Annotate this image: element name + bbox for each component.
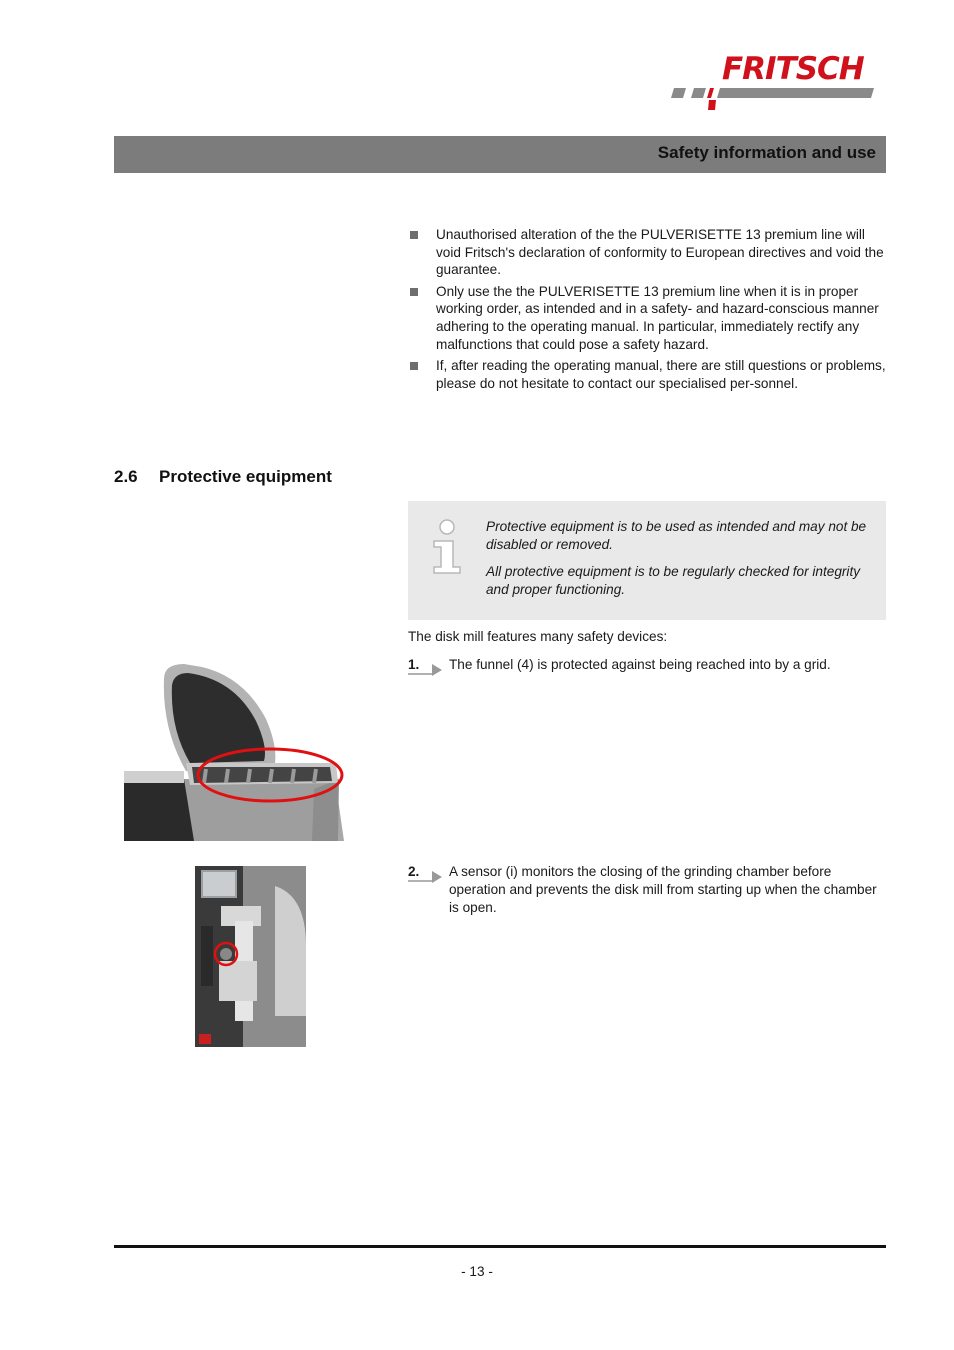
step-item [408,863,886,917]
page-number: - 13 - [461,1264,493,1279]
info-line: Protective equipment is to be used as intended and may not be disabled or removed. [486,519,867,552]
step-number: 2. [408,864,420,879]
info-note-box [408,501,886,620]
list-item: Only use the the PULVERISETTE 13 premium line when it is in proper working order, as intended and in a safety- and hazard-conscious manner adhering to the operating manual. In particular, immediately rectify any malfunctions that could pose a safety hazard. [408,283,888,353]
step-text: A sensor (i) monitors the closing of the grinding chamber before operation and prevents the disk mill from starting up when the chamber is open. [449,864,877,915]
section-heading [114,467,332,487]
header-title: Safety information and use [657,143,876,162]
fritsch-logo [668,52,890,114]
sensor-photo [195,866,306,1047]
header-bar [114,136,886,173]
logo-wordmark: FRITSCH [722,51,864,87]
bullet-list [408,226,888,396]
bullet-square-icon [410,362,418,370]
step-item [408,656,886,674]
list-item: If, after reading the operating manual, there are still questions or problems, please do not hesitate to contact our specialised per-sonnel. [408,357,888,392]
step-number: 1. [408,657,420,672]
funnel-grid-photo [124,659,378,841]
section-title: Protective equipment [159,467,332,486]
info-line: All protective equipment is to be regularly checked for integrity and proper functioning. [486,564,861,597]
info-icon [428,517,468,577]
info-text [486,518,878,608]
section-number: 2.6 [114,467,138,486]
footer-rule [114,1245,886,1248]
intro-text: The disk mill features many safety devices: [408,629,668,644]
bullet-square-icon [410,231,418,239]
list-item: Unauthorised alteration of the the PULVERISETTE 13 premium line will void Fritsch's declaration of conformity to European directives and void the guarantee. [408,226,888,279]
step-text: The funnel (4) is protected against being reached into by a grid. [449,657,831,672]
bullet-square-icon [410,288,418,296]
